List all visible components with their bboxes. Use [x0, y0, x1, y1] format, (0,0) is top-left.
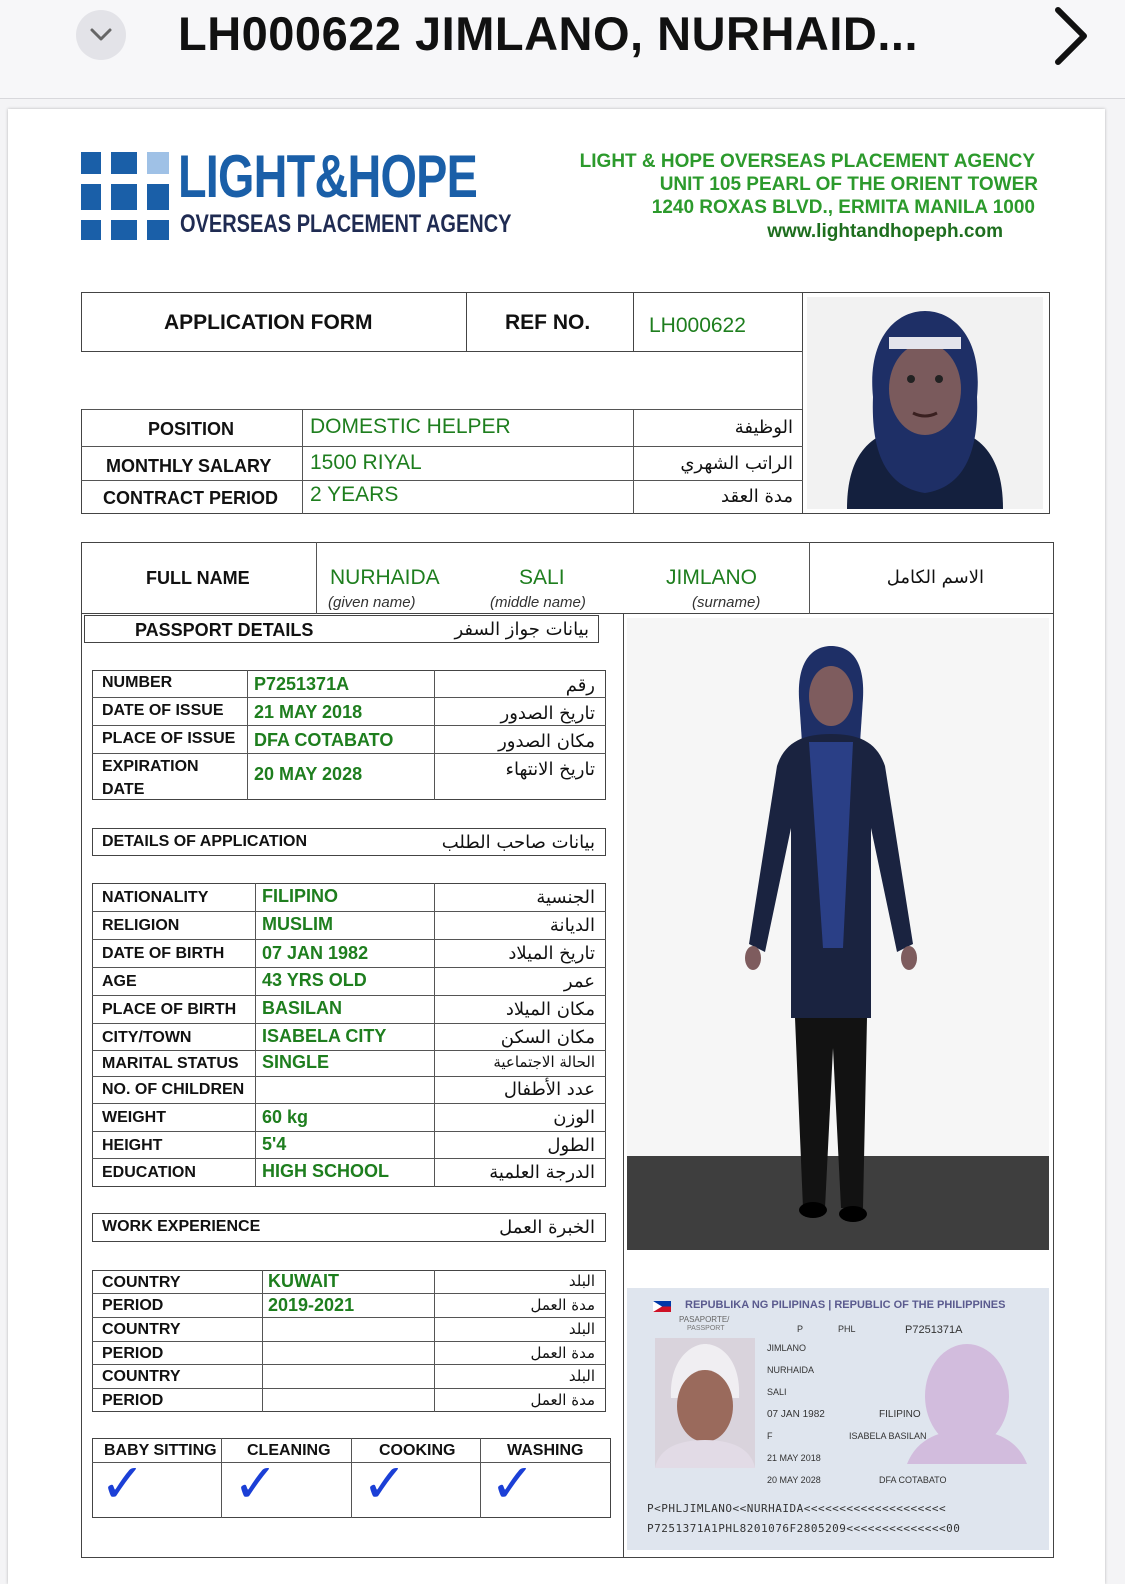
- dob-arabic: تاريخ الميلاد: [508, 943, 595, 964]
- passport-number-arabic: رقم: [565, 675, 595, 696]
- weight-value: 60 kg: [262, 1107, 309, 1127]
- position-arabic: الوظيفة: [734, 417, 793, 438]
- passport-number-label: NUMBER: [102, 674, 173, 691]
- passport-scan-sex: F: [767, 1431, 773, 1441]
- passport-issue-label: DATE OF ISSUE: [102, 702, 224, 719]
- surname-hint: (surname): [692, 594, 761, 611]
- contract-label: CONTRACT PERIOD: [103, 488, 278, 508]
- contract-arabic: مدة العقد: [721, 486, 793, 507]
- religion-value: MUSLIM: [262, 914, 333, 934]
- city-label: CITY/TOWN: [102, 1029, 192, 1046]
- passport-scan: [627, 1288, 1049, 1550]
- cooking-check-icon[interactable]: ✓: [362, 1452, 408, 1515]
- ref-value: LH000622: [649, 314, 746, 337]
- form-title: APPLICATION FORM: [164, 311, 373, 334]
- skill-cleaning-label: CLEANING: [247, 1442, 331, 1459]
- passport-scan-dob: 07 JAN 1982: [767, 1409, 825, 1420]
- education-label: EDUCATION: [102, 1164, 196, 1181]
- passport-scan-given: NURHAIDA: [767, 1365, 815, 1375]
- passport-scan-authority: DFA COTABATO: [879, 1475, 947, 1485]
- chevron-down-icon: [89, 25, 113, 45]
- passport-place-arabic: مكان الصدور: [498, 731, 595, 752]
- passport-expiry-label-2: DATE: [102, 781, 145, 798]
- city-value: ISABELA CITY: [262, 1026, 387, 1046]
- passport-scan-doc-label: PASAPORTE/: [679, 1315, 730, 1324]
- passport-heading: PASSPORT DETAILS: [135, 620, 314, 640]
- agency-logo-text: LIGHT&HOPE: [178, 143, 478, 210]
- agency-logo-icon: [81, 152, 169, 240]
- passport-mrz-line-1: P<PHLJIMLANO<<NURHAIDA<<<<<<<<<<<<<<<<<<<<: [647, 1502, 947, 1515]
- passport-number-value: P7251371A: [254, 674, 350, 694]
- education-value: HIGH SCHOOL: [262, 1161, 390, 1181]
- work-heading: WORK EXPERIENCE: [102, 1218, 261, 1235]
- passport-mrz-line-2: P7251371A1PHL8201076F2805209<<<<<<<<<<<<<<00: [647, 1522, 961, 1535]
- pob-label: PLACE OF BIRTH: [102, 1001, 237, 1018]
- top-bar: [0, 0, 1125, 99]
- work-period-2-arabic: مدة العمل: [530, 1344, 595, 1362]
- middle-name: SALI: [519, 566, 565, 589]
- applicant-portrait: [807, 297, 1043, 509]
- passport-scan-header: REPUBLIKA NG PILIPINAS | REPUBLIC OF THE PHILIPPINES: [685, 1299, 1006, 1311]
- work-country-1-arabic: البلد: [568, 1272, 595, 1290]
- work-country-1-value: KUWAIT: [268, 1271, 339, 1291]
- passport-scan-type: P: [797, 1324, 804, 1334]
- marital-value: SINGLE: [262, 1052, 330, 1072]
- weight-arabic: الوزن: [553, 1107, 595, 1128]
- given-name: NURHAIDA: [330, 566, 440, 589]
- passport-expiry-label: EXPIRATION: [102, 758, 199, 775]
- page-title: LH000622 JIMLANO, NURHAID...: [178, 7, 919, 60]
- surname: JIMLANO: [666, 566, 758, 589]
- passport-scan-country: PHL: [838, 1324, 856, 1334]
- ref-value-cell: [633, 292, 803, 352]
- passport-scan-issue: 21 MAY 2018: [767, 1453, 821, 1463]
- education-arabic: الدرجة العلمية: [489, 1162, 595, 1183]
- city-arabic: مكان السكن: [500, 1027, 595, 1048]
- passport-issue-arabic: تاريخ الصدور: [500, 703, 595, 724]
- contract-value: 2 YEARS: [310, 483, 399, 506]
- marital-arabic: الحالة الاجتماعية: [493, 1053, 595, 1071]
- dob-label: DATE OF BIRTH: [102, 945, 225, 962]
- pob-value: BASILAN: [262, 998, 342, 1018]
- passport-scan-expiry: 20 MAY 2028: [767, 1475, 821, 1485]
- full-name-arabic: الاسم الكامل: [886, 567, 984, 588]
- passport-heading-arabic: بيانات جواز السفر: [454, 619, 589, 640]
- age-arabic: عمر: [563, 971, 595, 992]
- passport-scan-nationality: FILIPINO: [879, 1409, 921, 1420]
- next-button[interactable]: [1050, 6, 1090, 71]
- work-country-1-label: COUNTRY: [102, 1274, 181, 1291]
- passport-scan-middle: SALI: [767, 1387, 787, 1397]
- salary-label: MONTHLY SALARY: [106, 456, 272, 476]
- application-heading-arabic: بيانات صاحب الطلب: [441, 832, 595, 853]
- passport-place-label: PLACE OF ISSUE: [102, 730, 236, 747]
- form-title-cell: [81, 292, 467, 352]
- passport-expiry-value: 20 MAY 2028: [254, 764, 363, 784]
- passport-scan-doc-label-2: PASSPORT: [687, 1325, 725, 1332]
- work-period-1-arabic: مدة العمل: [530, 1296, 595, 1314]
- work-period-1-value: 2019-2021: [268, 1295, 355, 1315]
- religion-label: RELIGION: [102, 917, 180, 934]
- ref-label-cell: [466, 292, 634, 352]
- work-country-2-label: COUNTRY: [102, 1321, 181, 1338]
- skill-babysitting-label: BABY SITTING: [104, 1442, 217, 1459]
- agency-website: www.lightandhopeph.com: [767, 221, 1003, 242]
- pob-arabic: مكان الميلاد: [505, 999, 595, 1020]
- agency-address-2: 1240 ROXAS BLVD., ERMITA MANILA 1000: [651, 197, 1035, 218]
- agency-name: LIGHT & HOPE OVERSEAS PLACEMENT AGENCY: [579, 151, 1035, 172]
- children-label: NO. OF CHILDREN: [102, 1081, 245, 1098]
- height-label: HEIGHT: [102, 1137, 163, 1154]
- cleaning-check-icon[interactable]: ✓: [233, 1452, 279, 1515]
- religion-arabic: الديانة: [549, 915, 595, 936]
- passport-scan-surname: JIMLANO: [767, 1343, 807, 1353]
- philippine-flag-icon: [653, 1301, 671, 1312]
- marital-label: MARITAL STATUS: [102, 1055, 239, 1072]
- application-heading: DETAILS OF APPLICATION: [102, 833, 308, 850]
- passport-place-value: DFA COTABATO: [254, 730, 394, 750]
- salary-value: 1500 RIYAL: [310, 451, 422, 474]
- dob-value: 07 JAN 1982: [262, 943, 369, 963]
- work-period-3-arabic: مدة العمل: [530, 1391, 595, 1409]
- position-value: DOMESTIC HELPER: [310, 415, 511, 438]
- work-country-2-arabic: البلد: [568, 1320, 595, 1338]
- children-arabic: عدد الأطفال: [503, 1079, 595, 1100]
- salary-arabic: الراتب الشهري: [680, 453, 793, 474]
- passport-expiry-arabic: تاريخ الانتهاء: [505, 759, 595, 780]
- passport-scan-pob: ISABELA BASILAN: [849, 1431, 927, 1441]
- passport-issue-value: 21 MAY 2018: [254, 702, 363, 722]
- age-label: AGE: [102, 973, 137, 990]
- nationality-value: FILIPINO: [262, 886, 338, 906]
- ref-label: REF NO.: [505, 311, 591, 334]
- height-arabic: الطول: [547, 1135, 595, 1156]
- work-period-2-label: PERIOD: [102, 1345, 164, 1362]
- nationality-arabic: الجنسية: [536, 887, 595, 908]
- work-heading-arabic: الخبرة العمل: [499, 1217, 595, 1238]
- weight-label: WEIGHT: [102, 1109, 166, 1126]
- work-country-3-arabic: البلد: [568, 1367, 595, 1385]
- agency-address-1: UNIT 105 PEARL OF THE ORIENT TOWER: [659, 174, 1038, 195]
- agency-logo-subtitle: OVERSEAS PLACEMENT AGENCY: [180, 210, 512, 238]
- position-label: POSITION: [148, 419, 235, 439]
- collapse-button[interactable]: [76, 10, 126, 60]
- skill-washing-label: WASHING: [507, 1442, 584, 1459]
- work-period-1-label: PERIOD: [102, 1297, 164, 1314]
- babysitting-check-icon[interactable]: ✓: [100, 1452, 146, 1515]
- chevron-right-icon: [1050, 6, 1090, 66]
- work-country-3-label: COUNTRY: [102, 1368, 181, 1385]
- age-value: 43 YRS OLD: [262, 970, 367, 990]
- full-name-label: FULL NAME: [146, 568, 250, 588]
- washing-check-icon[interactable]: ✓: [490, 1452, 536, 1515]
- passport-scan-number: P7251371A: [905, 1324, 963, 1336]
- skill-cooking-label: COOKING: [379, 1442, 456, 1459]
- middle-name-hint: (middle name): [490, 594, 586, 611]
- passport-ghost-image: [907, 1334, 1027, 1464]
- passport-photo: [655, 1338, 755, 1468]
- nationality-label: NATIONALITY: [102, 889, 209, 906]
- applicant-full-body-photo: [627, 618, 1049, 1250]
- height-value: 5'4: [262, 1134, 287, 1154]
- work-period-3-label: PERIOD: [102, 1392, 164, 1409]
- given-name-hint: (given name): [328, 594, 416, 611]
- portrait-frame: [802, 292, 1050, 514]
